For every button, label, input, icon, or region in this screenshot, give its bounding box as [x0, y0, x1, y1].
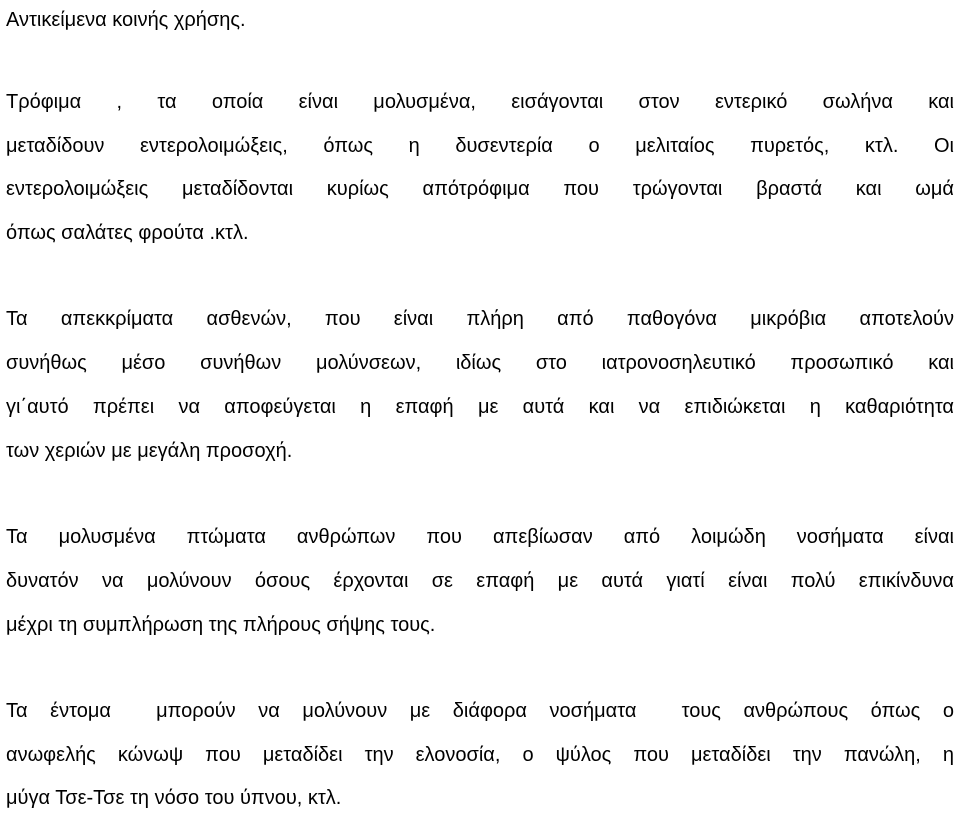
text-line: μεταδίδουν εντερολοιμώξεις, όπως η δυσεντερία ο μελιταίος πυρετός, κτλ. Οι — [6, 135, 954, 157]
text-line: συνήθως μέσο συνήθων μολύνσεων, ιδίως στο ιατρονοσηλευτικό προσωπικό και — [6, 352, 954, 374]
text-line: Τα απεκκρίματα ασθενών, που είναι πλήρη από παθογόνα μικρόβια αποτελούν — [6, 308, 954, 330]
section-heading: Αντικείμενα κοινής χρήσης. — [6, 9, 246, 31]
text-line: Τρόφιμα , τα οποία είναι μολυσμένα, εισάγονται στον εντερικό σωλήνα και — [6, 91, 954, 113]
text-line: γι΄αυτό πρέπει να αποφεύγεται η επαφή με αυτά και να επιδιώκεται η καθαριότητα — [6, 396, 954, 418]
text-line: εντερολοιμώξεις μεταδίδονται κυρίως απότρόφιμα που τρώγονται βραστά και ωμά — [6, 178, 954, 200]
text-line: ανωφελής κώνωψ που μεταδίδει την ελονοσία, ο ψύλος που μεταδίδει την πανώλη, η — [6, 744, 954, 766]
text-line: δυνατόν να μολύνουν όσους έρχονται σε επαφή με αυτά γιατί είναι πολύ επικίνδυνα — [6, 570, 954, 592]
text-line: Τα μολυσμένα πτώματα ανθρώπων που απεβίωσαν από λοιμώδη νοσήματα είναι — [6, 526, 954, 548]
text-line: Τα έντομα μπορούν να μολύνουν με διάφορα νοσήματα τους ανθρώπους όπως ο — [6, 700, 954, 722]
text-line: μύγα Τσε-Τσε τη νόσο του ύπνου, κτλ. — [6, 787, 342, 809]
text-line: όπως σαλάτες φρούτα .κτλ. — [6, 222, 249, 244]
text-line: των χεριών με μεγάλη προσοχή. — [6, 440, 293, 462]
text-line: μέχρι τη συμπλήρωση της πλήρους σήψης τους. — [6, 614, 436, 636]
